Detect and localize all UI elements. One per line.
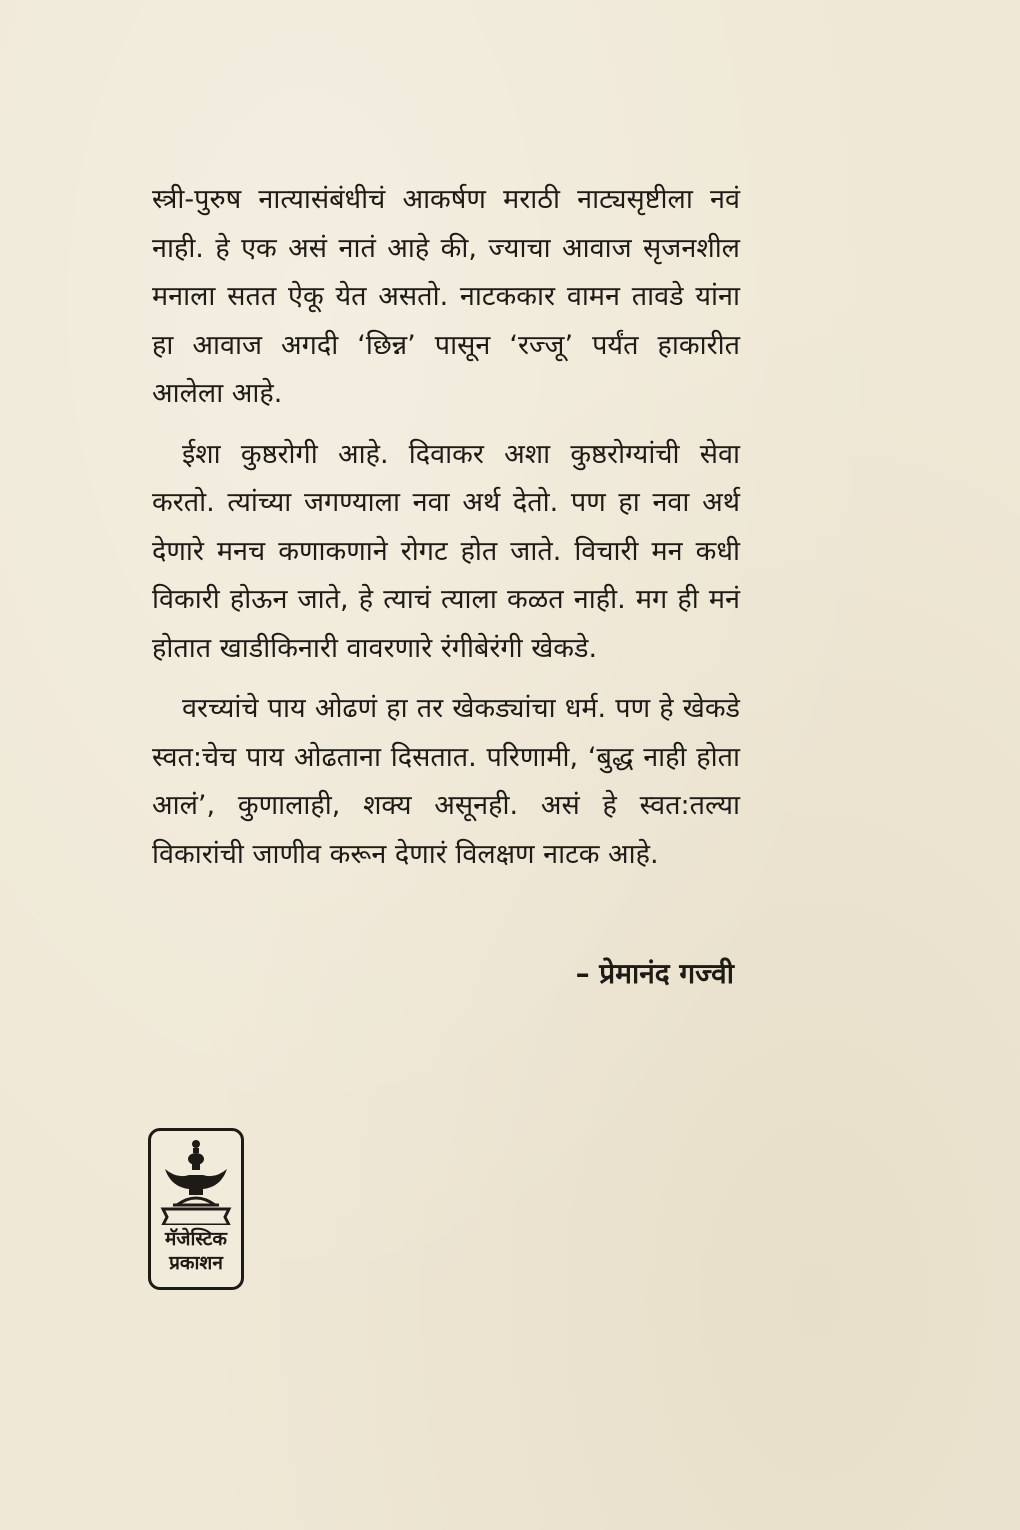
publisher-logo <box>148 1128 244 1290</box>
blurb-text <box>152 176 740 891</box>
publisher-name-line-1: मॅजेस्टिक <box>165 1228 227 1250</box>
author-signature: – प्रेमानंद गज्वी <box>575 957 734 990</box>
blurb-paragraph-2: ईशा कुष्ठरोगी आहे. दिवाकर अशा कुष्ठरोग्यांची सेवा करतो. त्यांच्या जगण्याला नवा अर्थ देतो. पण हा नवा अर्थ देणारे मनच कणाकणाने रोगट होत जाते. विचारी मन कधी विकारी होऊन जाते, हे त्याचं त्याला कळत नाही. मग ही मनं होतात खाडीकिनारी वावरणारे रंगीबेरंगी खेकडे. <box>152 438 740 664</box>
blurb-paragraph-1: स्त्री-पुरुष नात्यासंबंधीचं आकर्षण मराठी नाट्यसृष्टीला नवं नाही. हे एक असं नातं आहे की, ज्याचा आवाज सृजनशील मनाला सतत ऐकू येत असतो. नाटककार वामन तावडे यांना हा आवाज अगदी ‘छिन्न’ पासून ‘रज्जू’ पर्यंत हाकारीत आलेला आहे. <box>152 184 740 409</box>
publisher-name-line-2: प्रकाशन <box>169 1252 223 1274</box>
oil-lamp-icon <box>159 1139 233 1225</box>
blurb-paragraph-3: वरच्यांचे पाय ओढणं हा तर खेकड्यांचा धर्म. पण हे खेकडे स्वत:चेच पाय ओढताना दिसतात. परिणामी, ‘बुद्ध नाही होता आलं’, कुणालाही, शक्य असूनही. असं हे स्वत:तल्या विकारांची जाणीव करून देणारं विलक्षण नाटक आहे. <box>152 693 740 870</box>
